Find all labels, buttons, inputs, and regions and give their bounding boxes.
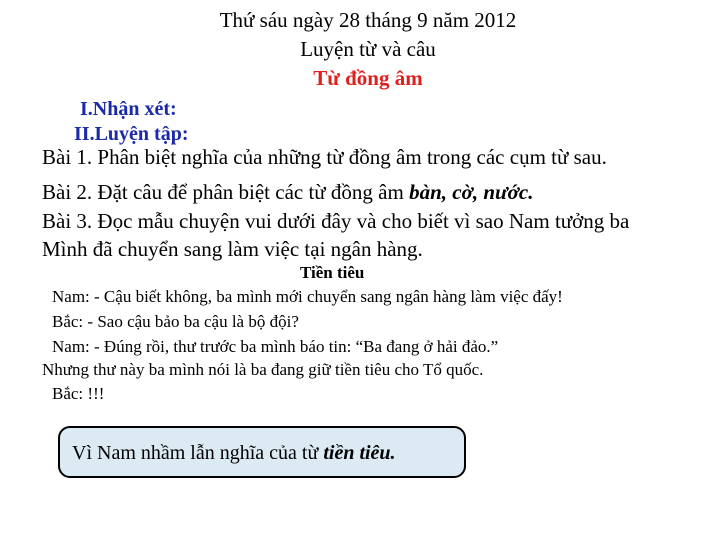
- story-line-3: Nam: - Đúng rồi, thư trước ba mình báo tin: “Ba đang ở hải đảo.”: [52, 337, 499, 356]
- exercise-2-words: bàn, cờ, nước.: [409, 180, 534, 204]
- story-line-2: Bắc: - Sao cậu bảo ba cậu là bộ đội?: [52, 312, 299, 331]
- exercise-2: [42, 180, 533, 205]
- section-luyen-tap: II.Luyện tập:: [74, 123, 189, 145]
- answer-box: [58, 426, 466, 478]
- answer-prefix: Vì Nam nhầm lẫn nghĩa của từ: [72, 442, 324, 464]
- answer-keyword: tiền tiêu.: [323, 442, 396, 464]
- story-title: Tiền tiêu: [300, 263, 365, 282]
- date-heading: Thứ sáu ngày 28 tháng 9 năm 2012: [219, 8, 517, 32]
- subject-heading: Luyện từ và câu: [300, 37, 436, 61]
- exercise-3-line-2: Mình đã chuyển sang làm việc tại ngân hàng.: [42, 237, 423, 261]
- answer-text: [72, 442, 396, 465]
- section-nhan-xet: I.Nhận xét:: [80, 98, 177, 120]
- exercise-2-text: Bài 2. Đặt câu để phân biệt các từ đồng âm: [42, 180, 410, 204]
- story-line-4: Nhưng thư này ba mình nói là ba đang giữ tiền tiêu cho Tổ quốc.: [42, 360, 484, 379]
- story-line-5: Bắc: !!!: [52, 384, 105, 403]
- exercise-3-line-1: Bài 3. Đọc mẫu chuyện vui dưới đây và cho biết vì sao Nam tưởng ba: [42, 209, 630, 233]
- story-line-1: Nam: - Cậu biết không, ba mình mới chuyển sang ngân hàng làm việc đấy!: [52, 287, 563, 306]
- lesson-title: Từ đồng âm: [313, 66, 423, 90]
- exercise-1: Bài 1. Phân biệt nghĩa của những từ đồng âm trong các cụm từ sau.: [42, 145, 607, 169]
